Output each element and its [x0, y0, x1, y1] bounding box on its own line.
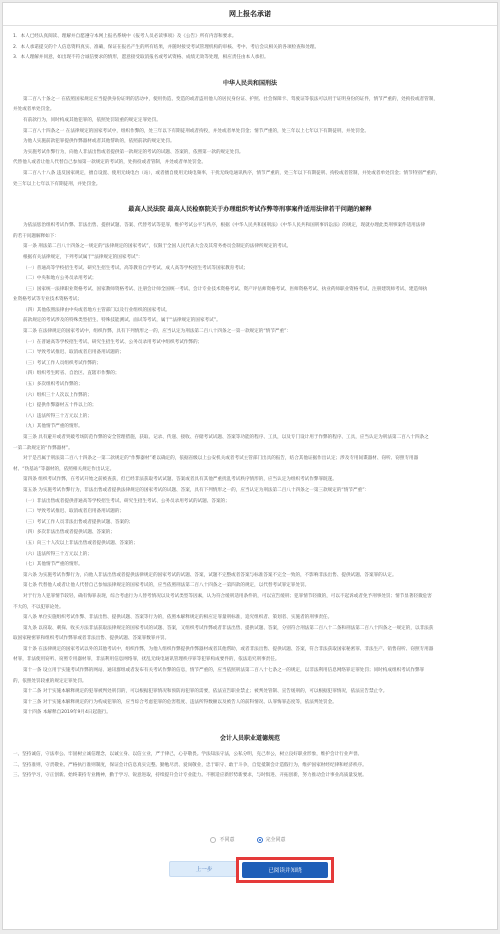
- section2-line: （五）多次组织考试作弊的；: [23, 382, 83, 388]
- section3-line: 二、坚持准则，守责敬业。严格执行准则制度，保证会计信息真实完整。勤勉尽责、爱岗敬业，忠于职守、敢于斗争，自觉抵制会计造假行为，维护国家财经纪律和经济秩序。: [13, 762, 367, 768]
- radio-disagree-label: 不同意: [219, 837, 235, 843]
- section2-line: 第十四条 本解释自2019年9月4日起施行。: [23, 710, 111, 716]
- previous-step-button[interactable]: 上一步: [169, 861, 239, 877]
- pledge-line: 2．本人承诺提交的个人信息资料真实、准确，保证在报名产生的所有结果，并随时接受考试管理机构的审核、考中、考后会议相关的各项检查和处理。: [13, 44, 320, 50]
- section2-line: 第十条 在法律规定的国家考试以外的其他考试中，组织作弊，为他人组织作弊提供作弊器材或者其他帮助，或者非法出售、提供试题、答案，符合非法获取国家秘密罪、非法生产、销售窃听、窃照专用器: [23, 646, 434, 652]
- section-title-ethics: 会计人员职业道德规范: [219, 735, 280, 743]
- section2-line: （二）导致考试推迟、取消或者启用备用试题的；: [23, 350, 125, 356]
- section3-line: 一、坚持诚信，守法奉公。牢固树立诚信理念，以诚立身、以信立业，严于律己，心存敬畏。学法知法守法，公私分明，克己奉公，树立良好职业形象，维护会计行业声誉。: [13, 752, 363, 758]
- section1-line: 并处或者单处罚金。: [13, 107, 55, 113]
- section2-line: 根据有关法律规定，下列考试属于“法律规定的国家考试”：: [23, 254, 143, 260]
- section1-line: 处三年以上七年以下有期徒刑，并处罚金。: [13, 181, 101, 187]
- radio-disagree[interactable]: [210, 836, 234, 843]
- section3-line: 三、坚持学习，守正创新。始终秉持专业精神，勤于学习、锐意进取，持续提升会计专业能力。不断适应新形势新要求，与时俱进、开拓创新，努力推动会计事业高质量发展。: [13, 773, 367, 779]
- section2-line: （一）普通高等学校招生考试、研究生招生考试、高等教育自学考试、成人高等学校招生考试等国家教育考试；: [23, 265, 249, 271]
- panel-header: [3, 3, 497, 26]
- section2-line: 材罪，非法使用窃听、窃照专用器材罪，非法利用信息网络罪，扰乱无线电通讯管理秩序罪等犯罪构成要件的，依法追究刑事责任。: [13, 657, 280, 663]
- section2-line: 第十一条 设立用于实施考试作弊的网站、通讯群组或者发布有关考试作弊的信息，情节严重的，应当依照刑法第二百八十七条之一的规定，以非法利用信息网络罪定罪处罚；同时构成组织考试作弊罪: [23, 668, 425, 674]
- section2-line: （五）向三十人次以上非法出售或者提供试题、答案的；: [23, 540, 138, 546]
- radio-disagree-circle-icon[interactable]: [210, 837, 216, 843]
- section2-line: 的，依照处罚较重的规定定罪处罚。: [13, 678, 87, 684]
- section2-line: （四）组织考生跨省、自治区、直辖市作弊的；: [23, 371, 120, 377]
- section2-line: 第七条 代替他人或者让他人代替自己参加法律规定的国家考试的，应当依照刑法第二百八十四条之一第四款的规定，以代替考试罪定罪处罚。: [23, 583, 310, 589]
- section2-line: 第三条 具有避开或者突破考场防范作弊的安全管理措施，获取、记录、传递、接收、存储考试试题、答案等功能的程序、工具，以及专门设计用于作弊的程序、工具，应当认定为刑法第二百八十四条之: [23, 435, 429, 440]
- section2-line: 前款规定的考试涉及的特殊类型招生、特殊技能测试、面试等考试，属于“法律规定的国家考试”。: [23, 318, 221, 324]
- section1-line: 为实施考试作弊行为，向他人非法出售或者提供第一款规定的考试的试题、答案的，依照第一款的规定处罚。: [23, 149, 244, 155]
- section2-line: 的若干问题解释如下：: [13, 233, 59, 239]
- section2-line: （九）其他情节严重的情形。: [23, 424, 83, 430]
- section2-line: （三）国家统一法律职业资格考试、国家教师资格考试、注册会计师全国统一考试、会计专业技术资格考试、资产评估师资格考试、医师资格考试、执业药师职业资格考试、注册建筑师考试、建造师执: [23, 286, 428, 292]
- section2-line: （一）非法出售或者提供普通高等学校招生考试、研究生招生考试、公务员录用考试的试题、答案的；: [23, 498, 230, 504]
- section2-line: （三）考试工作人员组织考试作弊的；: [23, 360, 102, 366]
- section2-line: （四）其他依照法律由中央或者地方主管部门以及行业组织的国家考试。: [23, 307, 171, 313]
- section1-line: 代替他人或者让他人代替自己参加第一款规定的考试的，处拘役或者管制，并处或者单处罚金。: [13, 160, 206, 166]
- section2-line: 第八条 单位实施组织考试作弊、非法出售、提供试题、答案等行为的，依照本解释规定的相应定罪量刑标准，追究组织者、策划者、实施者的刑事责任。: [23, 615, 333, 621]
- section2-line: 第四条 组织考试作弊，在考试开始之前被查获，但已经非法获取考试试题、答案或者具有其他严重扰乱考试秩序情形的，应当认定为组织考试作弊罪既遂。: [23, 477, 337, 483]
- section2-line: 第十三条 对于实施本解释规定的行为构成犯罪的，应当综合考虑犯罪的危害程度、违法所得数额以及被告人的前科情况、认罪悔罪态度等，依法判处罚金。: [23, 699, 337, 705]
- section2-line: 取国家秘密罪和组织考试作弊罪或者非法出售、提供试题、答案罪数罪并罚。: [13, 636, 170, 642]
- agreement-options: [0, 836, 496, 843]
- button-bar: [0, 858, 496, 880]
- section2-line: 对于行为人犯罪情节较轻，确有悔罪表现，综合考虑行为人替考情况以及考试类型等因素，认为符合缓刑适用条件的，可以宣告缓刑；犯罪情节轻微的，可以不起诉或者免予刑事处罚；情节显著轻微危害: [23, 593, 432, 599]
- section2-line: 第六条 为实施考试作弊行为，向他人非法出售或者提供法律规定的国家考试的试题、答案，试题不完整或者答案与标准答案不完全一致的，不影响非法出售、提供试题、答案罪的认定。: [23, 572, 397, 578]
- section2-line: （四）多次非法出售或者提供试题、答案的；: [23, 530, 115, 536]
- section2-line: 第二条 在法律规定的国家考试中，组织作弊，具有下列情形之一的，应当认定为刑法第二百八十四条之一第一款规定的“情节严重”：: [23, 329, 292, 335]
- section2-line: （三）考试工作人员非法出售或者提供试题、答案的；: [23, 519, 134, 525]
- section2-line: （六）违法所得三十万元以上的；: [23, 551, 92, 557]
- section2-line: 第十二条 对于实施本解释规定的犯罪被判处刑罚的，可以根据犯罪情况和预防再犯罪的需要，依法宣告职业禁止；被判处管制、宣告缓刑的，可以根据犯罪情况，依法宣告禁止令。: [23, 689, 388, 695]
- section2-line: 第五条 为实施考试作弊行为，非法出售或者提供法律规定的国家考试的试题、答案，具有下列情形之一的，应当认定为刑法第二百八十四条之一第三款规定的“情节严重”：: [23, 487, 370, 493]
- section2-line: 业资格考试等专业技术资格考试；: [13, 297, 82, 303]
- section-title-criminal-law: 中华人民共和国刑法: [222, 79, 277, 87]
- pledge-line: 3．本人理解并同意，如出现不符合诚信要求的情形，愿意接受取消报名或考试资格、成绩无效等处理，相应责任由本人承担。: [13, 55, 269, 61]
- section1-line: 第二百八十四条之一 在法律规定的国家考试中，组织作弊的，处三年以下有期徒刑或者拘役，并处或者单处罚金；情节严重的，处三年以上七年以下有期徒刑，并处罚金。: [23, 128, 369, 134]
- section2-line: （七）其他情节严重的情形。: [23, 562, 83, 568]
- section2-line: （二）中央和地方公务员录用考试；: [23, 276, 97, 282]
- judicial-interpretation-text: [13, 221, 487, 719]
- section2-line: 为依法惩治组织考试作弊、非法出售、提供试题、答案、代替考试等犯罪，维护考试公平与秩序，根据《中华人民共和国刑法》《中华人民共和国刑事诉讼法》的规定，现就办理此类刑事案件适用法律: [23, 223, 425, 229]
- section1-line: 第二百八十条之一 在依照国家规定应当提供身份证明的活动中，使用伪造、变造的或者盗用他人的居民身份证、护照、社会保障卡、驾驶证等依法可以用于证明身份的证件，情节严重的，处拘役或者管制，: [23, 96, 438, 102]
- radio-agree-label: 完全同意: [265, 837, 286, 843]
- section2-line: 材、“伪基站”等器材的，依照相关规定作出认定。: [13, 466, 115, 472]
- section1-line: 第二百八十八条 违反国家规定，擅自设置、使用无线电台（站），或者擅自使用无线电频率，干扰无线电通讯秩序，情节严重的，处三年以下有期徒刑、拘役或者管制，并处或者单处罚金；情节特别严重的，: [23, 170, 441, 176]
- radio-agree[interactable]: [257, 836, 286, 843]
- section2-line: 第九条 以窃取、刺探、收买方法非法获取法律规定的国家考试的试题、答案，又组织考试作弊或者非法出售、提供试题、答案，分别符合刑法第二百八十二条和刑法第二百八十四条之一规定的，以非法获: [23, 625, 434, 631]
- section2-line: （一）在普通高等学校招生考试、研究生招生考试、公务员录用考试中组织考试作弊的；: [23, 339, 203, 345]
- pledge-content[interactable]: [3, 26, 497, 782]
- section2-line: 不大的，不以犯罪论处。: [13, 604, 64, 610]
- section1-line: 为他人实施前款犯罪提供作弊器材或者其他帮助的，依照前款的规定处罚。: [23, 139, 175, 145]
- section-title-judicial-interpretation: 最高人民法院 最高人民检察院关于办理组织考试作弊等刑事案件适用法律若干问题的解释: [128, 206, 372, 214]
- section2-line: 一第二款规定的“作弊器材”。: [13, 445, 73, 451]
- highlight-box: [236, 857, 334, 883]
- read-and-acknowledge-button[interactable]: 已阅读并知晓: [242, 862, 328, 878]
- radio-agree-circle-icon[interactable]: [257, 837, 263, 843]
- section2-line: （八）违法所得三十万元以上的；: [23, 413, 92, 419]
- ethics-text: [13, 750, 487, 782]
- criminal-law-text: [13, 95, 487, 190]
- pledge-line: 1．本人已经认真阅读、理解并自愿遵守本网上报名系统中《报考人员必读事项》及《公告》所有内容和要求。: [13, 34, 237, 39]
- section2-line: （二）导致考试推迟、取消或者启用备用试题的；: [23, 509, 125, 515]
- page-title: 网上报名承诺: [229, 10, 271, 18]
- section1-line: 有前款行为，同时构成其他犯罪的，依照处罚较重的规定定罪处罚。: [23, 117, 161, 123]
- section2-line: （六）组织三十人次以上作弊的；: [23, 392, 92, 398]
- section2-line: 对于是否属于刑法第二百八十四条之一第二款规定的“作弊器材”难以确定的，依据省级以上公安机关或者考试主管部门出具的报告，结合其他证据作出认定；涉及专用间谍器材、窃听、窃照专用器: [23, 456, 419, 462]
- pledge-panel: [2, 2, 498, 930]
- section2-line: 第一条 刑法第二百八十四条之一规定的“法律规定的国家考试”，仅限于全国人民代表大会及其常务委员会制定的法律所规定的考试。: [23, 244, 292, 250]
- section2-line: （七）提供作弊器材五十件以上的；: [23, 403, 97, 409]
